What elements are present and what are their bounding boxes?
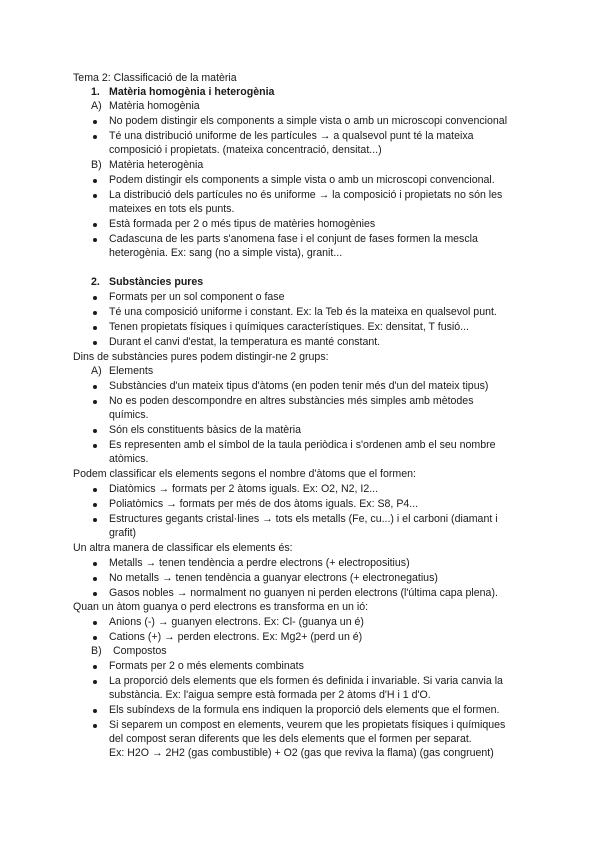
section-1-number: 1. — [91, 86, 100, 98]
page-title: Tema 2: Classificació de la matèria — [73, 72, 237, 84]
list-item: Són els constituents bàsics de la matèria — [109, 424, 301, 436]
list-item-continuation: grafit) — [109, 527, 137, 539]
list-item: Estructures gegants cristal·lines → tots els metalls (Fe, cu...) i el carboni (diamant i — [109, 513, 498, 525]
subheading-heterogeneous: Matèria heterogènia — [109, 159, 204, 171]
list-item: Té una composició uniforme i constant. Ex: la Teb és la mateixa en qualsevol punt. — [109, 306, 497, 318]
list-item-continuation: atòmics. — [109, 453, 149, 465]
list-item: Metalls → tenen tendència a perdre electrons (+ electropositius) — [109, 557, 410, 569]
bullet-icon — [93, 488, 97, 492]
list-marker-b: B) — [91, 645, 102, 657]
list-item-continuation: composició i propietats. (mateixa concentració, densitat...) — [109, 144, 382, 156]
list-item: Tenen propietats físiques i químiques característiques. Ex: densitat, T fusió... — [109, 321, 469, 333]
bullet-icon — [93, 680, 97, 684]
bullet-icon — [93, 429, 97, 433]
subheading-elements: Elements — [109, 365, 154, 377]
list-item-continuation: Ex: H2O → 2H2 (gas combustible) + O2 (gas que reviva la flama) (gas congruent) — [109, 747, 494, 759]
bullet-icon — [93, 665, 97, 669]
bullet-icon — [93, 621, 97, 625]
bullet-icon — [93, 400, 97, 404]
bullet-icon — [93, 577, 97, 581]
list-marker-a: A) — [91, 100, 102, 112]
bullet-icon — [93, 592, 97, 596]
list-item: Es representen amb el símbol de la taula periòdica i s'ordenen amb el seu nombre — [109, 439, 496, 451]
list-item: Està formada per 2 o més tipus de matèries homogènies — [109, 218, 376, 230]
bullet-icon — [93, 709, 97, 713]
bullet-icon — [93, 120, 97, 124]
bullet-icon — [93, 724, 97, 728]
list-item-continuation: heterogènia. Ex: sang (no a simple vista), granit... — [109, 247, 343, 259]
list-item: Formats per un sol component o fase — [109, 291, 285, 303]
bullet-icon — [93, 135, 97, 139]
subheading-homogeneous: Matèria homogènia — [109, 100, 200, 112]
list-item: Poliatòmics → formats per més de dos àtoms iguals. Ex: S8, P4... — [109, 498, 419, 510]
list-item: Substàncies d'un mateix tipus d'àtoms (en poden tenir més d'un del mateix tipus) — [109, 380, 489, 392]
list-item: Els subíndexs de la formula ens indiquen la proporció dels elements que el formen. — [109, 704, 500, 716]
list-item: Anions (-) → guanyen electrons. Ex: Cl- (guanya un é) — [109, 616, 364, 628]
list-item: Si separem un compost en elements, veurem que les propietats físiques i químiques — [109, 719, 506, 731]
bullet-icon — [93, 562, 97, 566]
bullet-icon — [93, 503, 97, 507]
list-marker-a: A) — [91, 365, 102, 377]
paragraph: Dins de substàncies pures podem distingir-ne 2 grups: — [73, 351, 329, 363]
list-item: Diatòmics → formats per 2 àtoms iguals. Ex: O2, N2, I2... — [109, 483, 379, 495]
paragraph: Podem classificar els elements segons el nombre d'àtoms que el formen: — [73, 468, 416, 480]
section-2-number: 2. — [91, 276, 100, 288]
bullet-icon — [93, 341, 97, 345]
bullet-icon — [93, 296, 97, 300]
list-item: Formats per 2 o més elements combinats — [109, 660, 304, 672]
list-item-continuation: mateixes en tots els punts. — [109, 203, 235, 215]
bullet-icon — [93, 311, 97, 315]
list-marker-b: B) — [91, 159, 102, 171]
bullet-icon — [93, 444, 97, 448]
list-item: Cations (+) → perden electrons. Ex: Mg2+ (perd un é) — [109, 631, 363, 643]
list-item-continuation: del compost seran diferents que les dels elements que el formen per separat. — [109, 733, 472, 745]
list-item: Gasos nobles → normalment no guanyen ni perden electrons (l'última capa plena). — [109, 587, 498, 599]
paragraph: Un altra manera de classificar els elements és: — [73, 542, 293, 554]
list-item: La proporció dels elements que els formen és definida i invariable. Si varia canvia la — [109, 675, 503, 687]
list-item: No metalls → tenen tendència a guanyar electrons (+ electronegatius) — [109, 572, 438, 584]
bullet-icon — [93, 238, 97, 242]
bullet-icon — [93, 326, 97, 330]
list-item: Té una distribució uniforme de les partícules → a qualsevol punt té la mateixa — [109, 130, 474, 142]
bullet-icon — [93, 179, 97, 183]
list-item: No es poden descompondre en altres substàncies més simples amb mètodes — [109, 395, 474, 407]
bullet-icon — [93, 518, 97, 522]
list-item-continuation: químics. — [109, 409, 149, 421]
subheading-compounds: Compostos — [113, 645, 167, 657]
list-item: No podem distingir els components a simple vista o amb un microscopi convencional — [109, 115, 508, 127]
section-1-heading: Matèria homogènia i heterogènia — [109, 86, 275, 98]
list-item: La distribució dels partícules no és uniforme → la composició i propietats no són les — [109, 189, 503, 201]
bullet-icon — [93, 636, 97, 640]
paragraph: Quan un àtom guanya o perd electrons es transforma en un ió: — [73, 601, 369, 613]
bullet-icon — [93, 385, 97, 389]
section-2-heading: Substàncies pures — [109, 276, 204, 288]
list-item: Durant el canvi d'estat, la temperatura es manté constant. — [109, 336, 381, 348]
list-item-continuation: substància. Ex: l'aigua sempre està formada per 2 àtoms d'H i 1 d'O. — [109, 689, 431, 701]
bullet-icon — [93, 194, 97, 198]
list-item: Podem distingir els components a simple vista o amb un microscopi convencional. — [109, 174, 495, 186]
bullet-icon — [93, 223, 97, 227]
list-item: Cadascuna de les parts s'anomena fase i el conjunt de fases formen la mescla — [109, 233, 478, 245]
